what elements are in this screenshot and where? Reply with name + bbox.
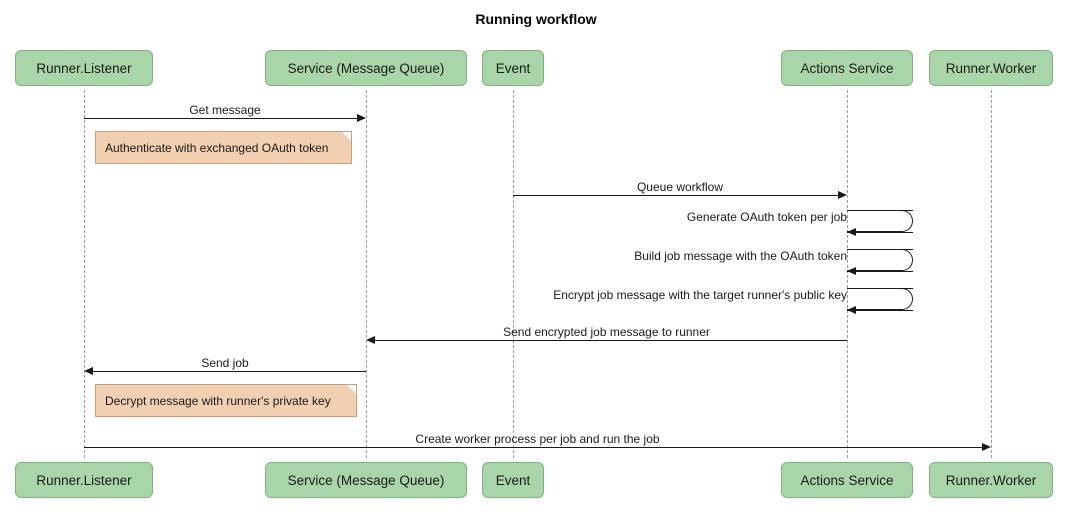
message-line-send-encrypted-job bbox=[375, 340, 847, 341]
self-loop-bottom-generate-oauth-token bbox=[847, 232, 913, 233]
message-line-create-worker-process bbox=[84, 447, 984, 448]
message-label-send-job: Send job bbox=[201, 356, 249, 370]
self-loop-encrypt-job-message bbox=[847, 288, 913, 310]
note-authenticate-oauth bbox=[95, 131, 352, 164]
participant-actions-service-bottom[interactable]: Actions Service bbox=[781, 462, 913, 498]
participant-runner-worker-top[interactable]: Runner.Worker bbox=[929, 50, 1053, 86]
arrow-head-get-message bbox=[357, 114, 366, 122]
arrow-head-encrypt-job-message bbox=[847, 306, 856, 314]
diagram-title: Running workflow bbox=[475, 11, 597, 27]
arrow-head-create-worker-process bbox=[982, 443, 991, 451]
arrow-head-build-job-message bbox=[847, 267, 856, 275]
lifeline-runner-listener bbox=[84, 90, 85, 458]
participant-runner-listener-top[interactable]: Runner.Listener bbox=[15, 50, 153, 86]
self-loop-generate-oauth-token bbox=[847, 210, 913, 232]
arrow-head-send-job bbox=[84, 367, 93, 375]
message-label-build-job-message: Build job message with the OAuth token bbox=[634, 249, 847, 263]
arrow-head-send-encrypted-job bbox=[366, 336, 375, 344]
self-loop-top-encrypt-job-message bbox=[847, 288, 913, 289]
self-loop-bottom-build-job-message bbox=[847, 271, 913, 272]
participant-runner-worker-bottom[interactable]: Runner.Worker bbox=[929, 462, 1053, 498]
arrow-head-queue-workflow bbox=[838, 191, 847, 199]
note-decrypt-message bbox=[95, 384, 357, 417]
note-text: Decrypt message with runner's private key bbox=[105, 393, 331, 408]
message-label-encrypt-job-message: Encrypt job message with the target runner's public key bbox=[553, 288, 847, 302]
message-label-generate-oauth-token: Generate OAuth token per job bbox=[686, 210, 847, 224]
message-line-queue-workflow bbox=[513, 195, 840, 196]
participant-service-message-queue-bottom[interactable]: Service (Message Queue) bbox=[265, 462, 467, 498]
message-line-send-job bbox=[93, 371, 366, 372]
lifeline-service-message-queue bbox=[366, 90, 367, 458]
note-text: Authenticate with exchanged OAuth token bbox=[105, 140, 329, 155]
lifeline-runner-worker bbox=[991, 90, 992, 458]
message-label-send-encrypted-job: Send encrypted job message to runner bbox=[503, 325, 710, 339]
message-label-queue-workflow: Queue workflow bbox=[636, 180, 724, 194]
arrow-head-generate-oauth-token bbox=[847, 228, 856, 236]
message-line-get-message bbox=[84, 118, 359, 119]
lifeline-event bbox=[513, 90, 514, 458]
message-label-get-message: Get message bbox=[189, 103, 261, 117]
note-fold-icon bbox=[342, 132, 351, 141]
participant-event-top[interactable]: Event bbox=[482, 50, 544, 86]
self-loop-bottom-encrypt-job-message bbox=[847, 310, 913, 311]
participant-actions-service-top[interactable]: Actions Service bbox=[781, 50, 913, 86]
message-label-create-worker-process: Create worker process per job and run the job bbox=[415, 432, 660, 446]
participant-runner-listener-bottom[interactable]: Runner.Listener bbox=[15, 462, 153, 498]
participant-service-message-queue-top[interactable]: Service (Message Queue) bbox=[265, 50, 467, 86]
note-fold-icon bbox=[347, 385, 356, 394]
self-loop-top-build-job-message bbox=[847, 249, 913, 250]
participant-event-bottom[interactable]: Event bbox=[482, 462, 544, 498]
self-loop-build-job-message bbox=[847, 249, 913, 271]
